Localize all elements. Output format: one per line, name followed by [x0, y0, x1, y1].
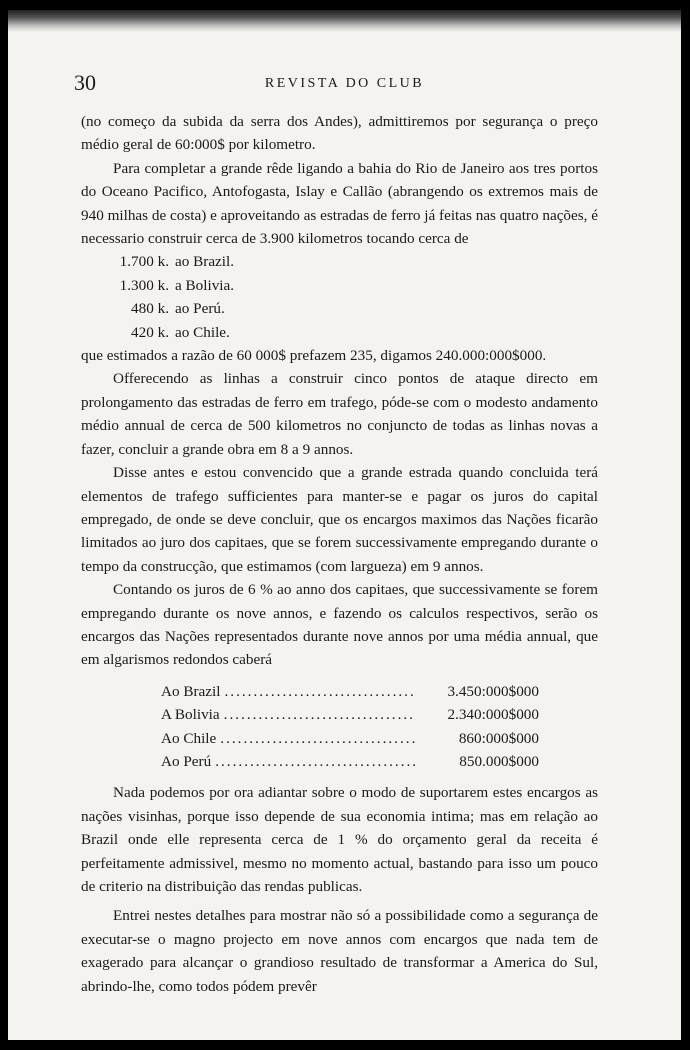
- paragraph: (no começo da subida da serra dos Andes), admittiremos por segurança o preço médio geral de 60:000$ por kilometro.: [81, 113, 598, 154]
- km-amount: 1.300 k.: [119, 276, 169, 294]
- page-number: 30: [74, 70, 96, 95]
- leader-dots: [224, 680, 415, 703]
- km-list: [81, 250, 598, 344]
- leader-dots: [215, 750, 415, 773]
- scan-top-edge: [8, 10, 681, 32]
- paragraph: Para completar a grande rêde ligando a bahia do Rio de Janeiro aos tres portos do Oceano Pacifico, Antofogasta, Islay e Callão (abrangendo os extremos mais de 940 milhas de costa) e aproveitando as estradas de ferro já feitas nas quatro nações, é necessario construir cerca de 3.900 kilometros tocando cerca de: [81, 159, 599, 248]
- country-name: A Bolivia: [161, 706, 220, 724]
- km-destination: ao Chile.: [175, 323, 230, 341]
- paragraph: Nada podemos por ora adiantar sobre o modo de suportarem estes encargos as nações visinhas, porque isso depende de sua economia intima; mas em relação ao Brazil onde elle representa cerca de 1 % do orçamento geral da receita é perfeitamente admissivel, mesmo no momento actual, bastando para isso um pouco de criterio na distribuição das rendas publicas.: [81, 784, 598, 895]
- paragraph: Contando os juros de 6 % ao anno dos capitaes, que successivamente se forem empregando durante os nove annos, e fazendo os calculos respectivos, serão os encargos das Nações representados durante nove annos por uma média annual, que em algarismos redondos caberá: [81, 581, 598, 669]
- leader-dots: [220, 727, 415, 750]
- charges-table: [161, 680, 539, 774]
- paragraph: Disse antes e estou convencido que a grande estrada quando concluida terá elementos de trafego sufficientes para manter-se e pagar os juros do capital empregado, de onde se deve concluir, que os encargos maximos das Nações ficarão limitados ao juro dos capitaes, que se forem successivamente empregando durante o tempo da construcção, que estimamos (com largueza) em 9 annos.: [81, 464, 598, 575]
- list-item: [111, 321, 598, 344]
- paragraph: Entrei nestes detalhes para mostrar não só a possibilidade como a segurança de executar-se o magno projecto em nove annos com encargos que nada tem de exagerado para alcançar o grandioso resultado de transformar a America do Sul, abrindo-lhe, como todos pódem prevêr: [81, 907, 598, 995]
- km-destination: ao Perú.: [175, 300, 225, 318]
- km-destination: ao Brazil.: [175, 253, 235, 271]
- paragraph: Offerecendo as linhas a construir cinco pontos de ataque directo em prolongamento das estradas de ferro em trafego, póde-se com o modesto andamento médio annual de cerca de 500 kilometros no conjuncto de todas as linhas novas a fazer, concluir a grande obra em 8 a 9 annos.: [81, 370, 598, 458]
- body-text: [81, 110, 598, 998]
- country-name: Ao Perú: [161, 752, 212, 770]
- list-item: [111, 250, 598, 273]
- charge-amount: 2.340:000$000: [447, 706, 539, 724]
- km-amount: 420 k.: [131, 323, 169, 341]
- table-row: [161, 750, 539, 773]
- country-name: Ao Brazil: [161, 682, 221, 700]
- page-header: [8, 68, 681, 98]
- leader-dots: [224, 703, 415, 726]
- km-destination: a Bolivia.: [175, 276, 235, 294]
- charge-amount: 850.000$000: [459, 752, 539, 770]
- charge-amount: 3.450:000$000: [447, 682, 539, 700]
- charge-amount: 860:000$000: [458, 729, 539, 747]
- list-item: [111, 297, 598, 320]
- km-amount: 480 k.: [131, 300, 169, 318]
- km-amount: 1.700 k.: [119, 253, 169, 271]
- country-name: Ao Chile: [161, 729, 217, 747]
- table-row: [161, 703, 539, 726]
- table-row: [161, 727, 539, 750]
- list-item: [111, 274, 598, 297]
- table-row: [161, 680, 539, 703]
- paragraph: que estimados a razão de 60 000$ prefazem 235, digamos 240.000:000$000.: [81, 347, 547, 365]
- book-page: [8, 10, 681, 1040]
- running-title: REVISTA DO CLUB: [264, 76, 425, 91]
